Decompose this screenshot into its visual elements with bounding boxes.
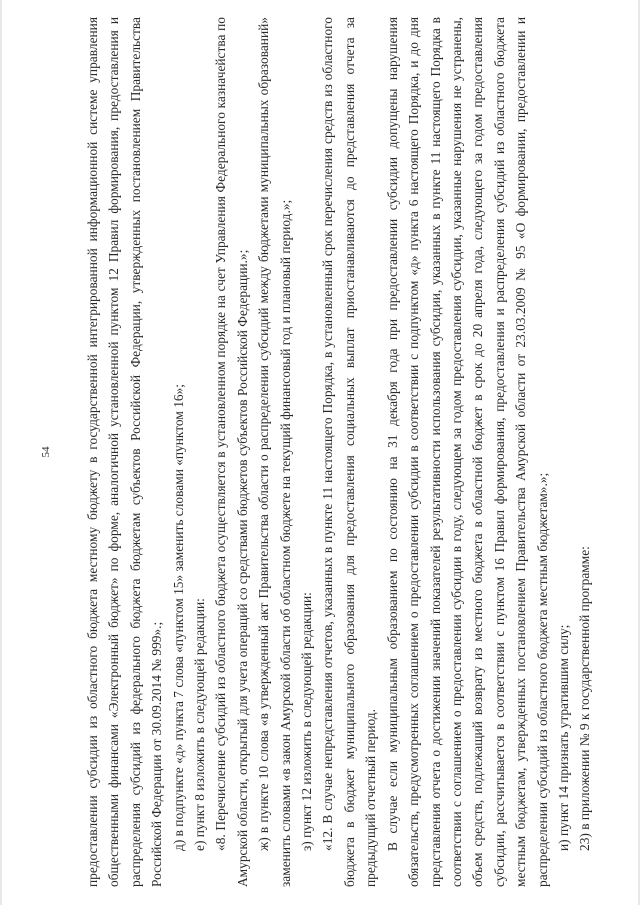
paragraph-violations: В случае если муниципальным образованием по состоянию на 31 декабря года при предоставлении субсидии допущены нарушения обязательств, предусмотренных соглашением о предоставлении субсидии в соответствии с подпунктом «д» пункта 6 настоящего Порядка, и до дня представления отчета о достижении значений показателей результативности использования субсидии, указанных в пункте 11 настоящего Порядка в соответствии с соглашением о предоставлении субсидии в году, следующем за годом предоставления субсидии, указанные нарушения не устранены, объем средств, подлежащий возврату из местного бюджета в областной бюджет в срок до 20 апреля года, следующего за годом предоставления субсидии, рассчитывается в соответствии с пунктом 16 Правил формирования, предоставления и распределения субсидий из областного бюджета местным бюджетам, утвержденных постановлением Правительства Амурской области от 23.03.2009 № 95 «О формировании, предоставлении и распределении субсидий из областного бюджета местным бюджетам».»; bbox=[384, 17, 550, 887]
paragraph-point-12: «12. В случае непредставления отчетов, указанных в пункте 11 настоящего Порядка, в установленный срок перечисления средств из областного бюджета в бюджет муниципального образования для предоставления социальных выплат приостанавливаются до представления отчета за предыдущий отчетный период. bbox=[320, 17, 379, 887]
paragraph-continuation: предоставлении субсидии из областного бюджета местному бюджету в государственной интегрированной информационной системе управления общественными финансами «Электронный бюджет» по форме, аналогичной установленной пунктом 12 Правил формирования, предоставления и распределения субсидий из федерального бюджета бюджетам субъектов Российской Федерации, утвержденных постановлением Правительства Российской Федерации от 30.09.2014 № 999».; bbox=[85, 17, 165, 887]
paragraph-item-e: е) пункт 8 изложить в следующей редакции: bbox=[192, 598, 208, 851]
paragraph-item-zh: ж) в пункте 10 слова «в утвержденный акт Правительства области о распределении субсидий между бюджетами муниципальных образований» заменить словами «в закон Амурской области об областном бюджете на текущий финансовый год и плановый период.»; bbox=[256, 17, 293, 887]
paragraph-item-z: з) пункт 12 изложить в следующей редакции: bbox=[299, 592, 315, 851]
paragraph-item-i: и) пункт 14 признать утратившим силу; bbox=[555, 624, 571, 851]
document-body bbox=[82, 17, 596, 887]
paragraph-point-8: «8. Перечисление субсидий из областного бюджета осуществляется в установленном порядке на счет Управления Федерального казначейства по Амурской области, открытый для учета операций со средствами бюджетов субъектов Российской Федерации.»; bbox=[213, 17, 250, 887]
rotated-page bbox=[40, 17, 600, 887]
paragraph-item-23: 23) в приложении № 9 к государственной программе: bbox=[577, 546, 593, 851]
paragraph-item-d: д) в подпункте «д» пункта 7 слова «пунктом 15» заменить словами «пунктом 16»; bbox=[170, 384, 186, 851]
page-number: 54 bbox=[40, 446, 52, 458]
